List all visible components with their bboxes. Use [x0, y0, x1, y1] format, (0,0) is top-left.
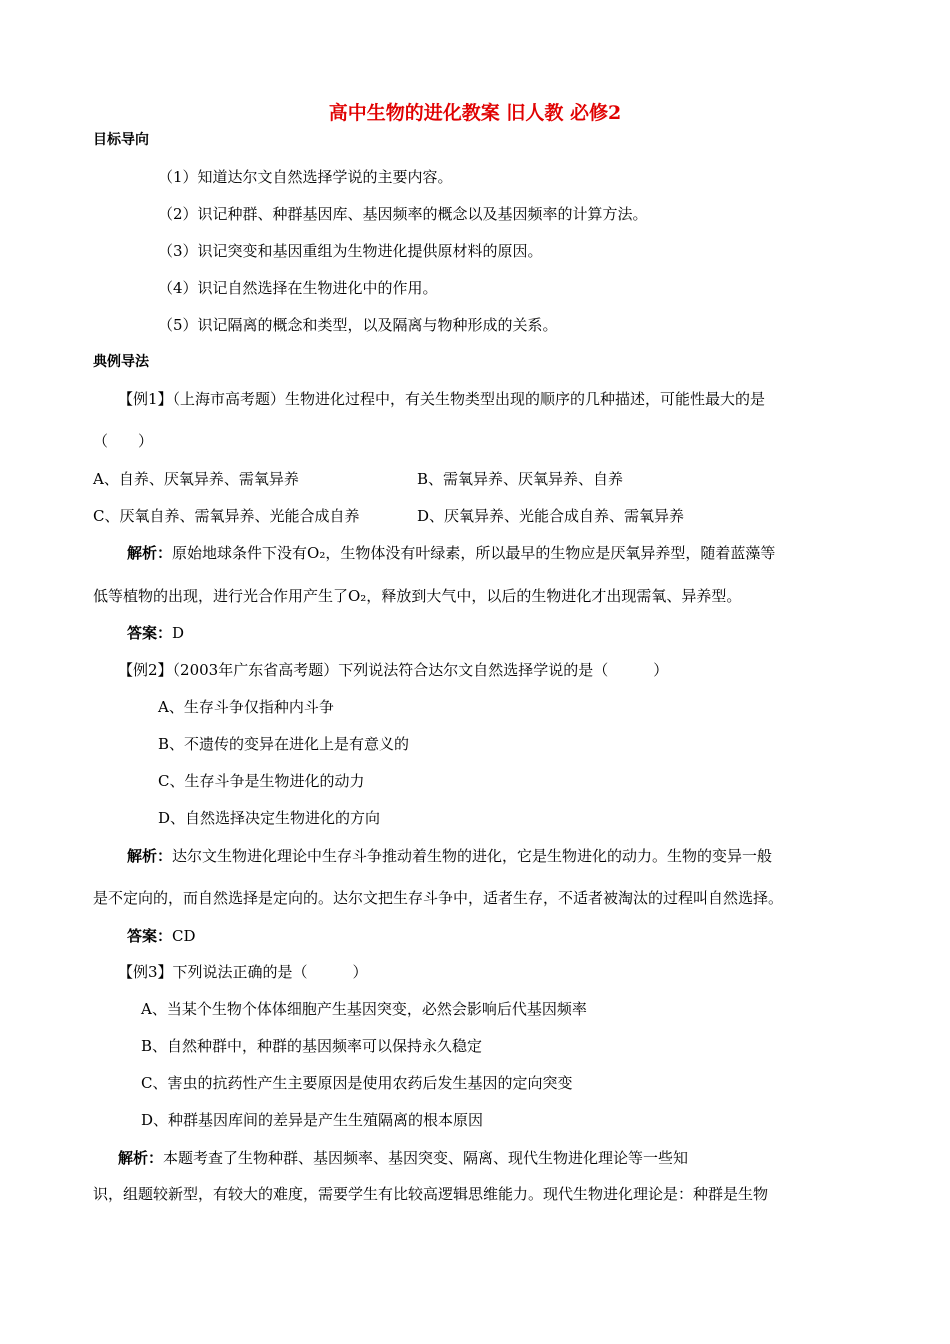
example1-option-b: B、需氧异养、厌氧异养、自养 — [417, 470, 624, 488]
example3-option-c: C、害虫的抗药性产生主要原因是使用农药后发生基因的定向突变 — [141, 1074, 573, 1092]
example1-question: 【例1】（上海市高考题）生物进化过程中，有关生物类型出现的顺序的几种描述，可能性最大的是 — [118, 390, 766, 408]
analysis-text: 达尔文生物进化理论中生存斗争推动着生物的进化，它是生物进化的动力。生物的变异一般 — [172, 847, 773, 865]
section-heading-examples: 典例导法 — [93, 354, 149, 370]
example2-analysis-cont: 是不定向的，而自然选择是定向的。达尔文把生存斗争中，适者生存，不适者被淘汰的过程叫自然选择。 — [93, 889, 784, 907]
answer-value: D — [172, 624, 185, 642]
goal-item: （5）识记隔离的概念和类型，以及隔离与物种形成的关系。 — [158, 316, 558, 334]
example1-option-d: D、厌氧异养、光能合成自养、需氧异养 — [417, 507, 685, 525]
answer-label: 答案： — [127, 624, 173, 642]
example2-option-d: D、自然选择决定生物进化的方向 — [158, 809, 381, 827]
example2-analysis — [127, 846, 772, 866]
section-heading-goals: 目标导向 — [93, 132, 149, 148]
example3-analysis — [118, 1148, 688, 1168]
analysis-label: 解析： — [127, 847, 173, 865]
analysis-label: 解析： — [127, 544, 173, 562]
analysis-text: 原始地球条件下没有O₂，生物体没有叶绿素，所以最早的生物应是厌氧异养型，随着蓝藻等 — [172, 544, 776, 562]
example1-option-c: C、厌氧自养、需氧异养、光能合成自养 — [93, 507, 360, 525]
document-title: 高中生物的进化教案 旧人教 必修2 — [328, 102, 622, 124]
answer-label: 答案： — [127, 927, 173, 945]
example1-analysis-cont: 低等植物的出现，进行光合作用产生了O₂，释放到大气中，以后的生物进化才出现需氧、异养型。 — [93, 587, 742, 605]
goal-item: （1）知道达尔文自然选择学说的主要内容。 — [158, 168, 453, 186]
example3-analysis-cont: 识，组题较新型，有较大的难度，需要学生有比较高逻辑思维能力。现代生物进化理论是：种群是生物 — [93, 1185, 769, 1203]
example3-option-a: A、当某个生物个体体细胞产生基因突变，必然会影响后代基因频率 — [141, 1000, 587, 1018]
example1-option-a: A、自养、厌氧异养、需氧异养 — [93, 470, 299, 488]
example3-option-d: D、种群基因库间的差异是产生生殖隔离的根本原因 — [141, 1111, 484, 1129]
goal-item: （4）识记自然选择在生物进化中的作用。 — [158, 279, 438, 297]
analysis-label: 解析： — [118, 1149, 164, 1167]
example1-blank: （ ） — [93, 432, 154, 450]
example3-option-b: B、自然种群中，种群的基因频率可以保持永久稳定 — [141, 1037, 483, 1055]
answer-value: CD — [172, 927, 196, 945]
example1-analysis — [127, 543, 775, 563]
example2-answer — [127, 926, 196, 946]
example2-option-c: C、生存斗争是生物进化的动力 — [158, 772, 365, 790]
goal-item: （3）识记突变和基因重组为生物进化提供原材料的原因。 — [158, 242, 543, 260]
analysis-text: 本题考查了生物种群、基因频率、基因突变、隔离、现代生物进化理论等一些知 — [163, 1149, 689, 1167]
example2-option-b: B、不遗传的变异在进化上是有意义的 — [158, 735, 410, 753]
goal-item: （2）识记种群、种群基因库、基因频率的概念以及基因频率的计算方法。 — [158, 205, 648, 223]
example2-option-a: A、生存斗争仅指种内斗争 — [158, 698, 334, 716]
example3-question: 【例3】下列说法正确的是（ ） — [118, 963, 368, 981]
example2-question: 【例2】（2003年广东省高考题）下列说法符合达尔文自然选择学说的是（ ） — [118, 661, 669, 679]
example1-answer — [127, 623, 184, 643]
